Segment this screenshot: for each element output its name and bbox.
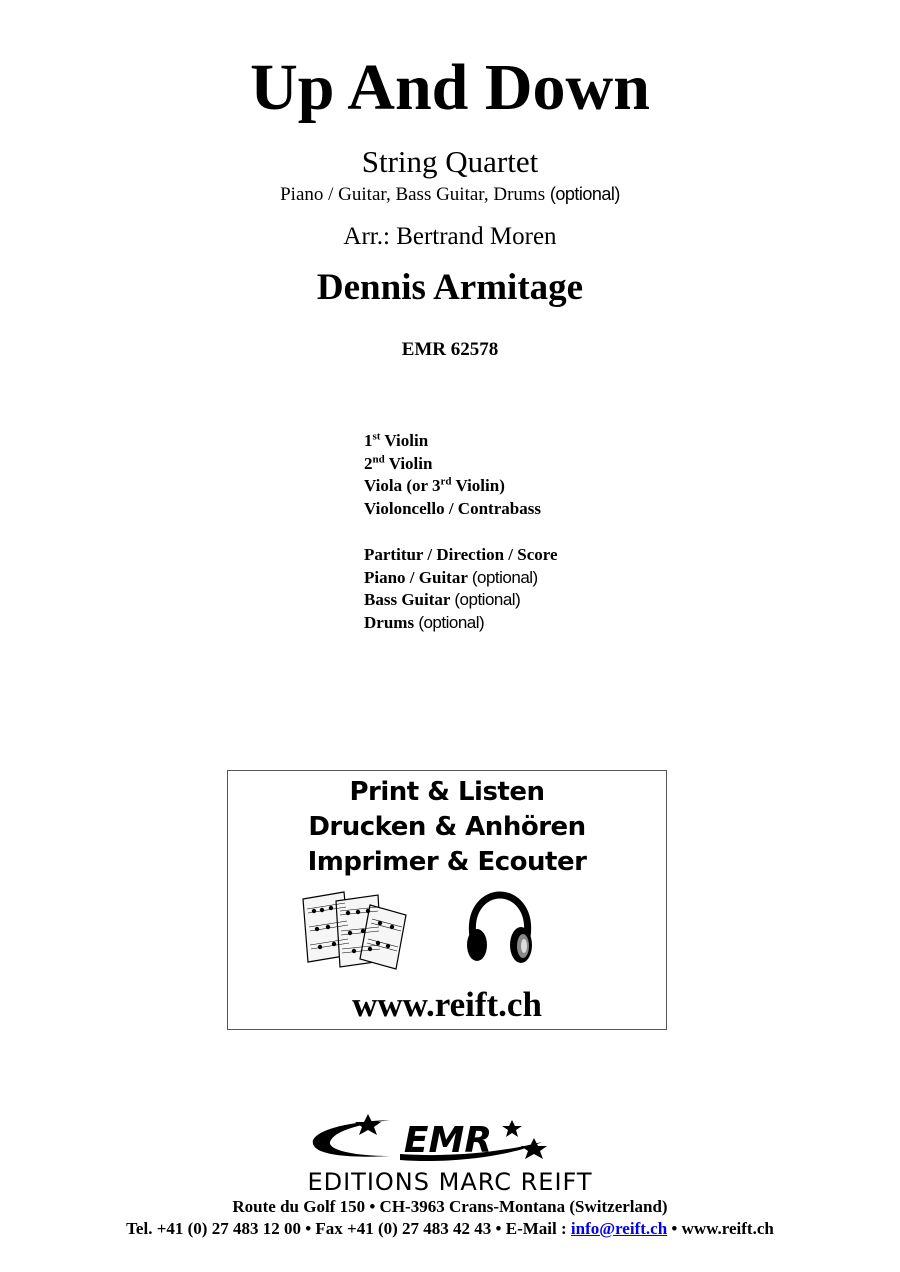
- part-name: Drums: [364, 612, 415, 632]
- promo-line: Imprimer & Ecouter: [307, 847, 587, 877]
- part-name: Partitur / Direction / Score: [364, 545, 558, 564]
- promo-line: Drucken & Anhören: [308, 812, 586, 842]
- part-name: Violin): [451, 476, 505, 495]
- part-item: [364, 544, 558, 567]
- part-name: Piano / Guitar: [364, 567, 468, 587]
- part-name: Violin: [380, 431, 429, 450]
- part-ordinal: st: [372, 430, 381, 443]
- arranger: Arr.: Bertrand Moren: [343, 223, 557, 250]
- string-parts-list: [364, 430, 541, 520]
- website-link[interactable]: www.reift.ch: [352, 985, 542, 1024]
- composer: Dennis Armitage: [316, 267, 584, 308]
- part-ordinal: rd: [440, 475, 452, 488]
- contact-suffix: • www.reift.ch: [667, 1219, 774, 1238]
- part-name: Violoncello / Contrabass: [364, 498, 541, 518]
- part-number: 2: [364, 453, 373, 473]
- promo-line: Print & Listen: [349, 777, 545, 807]
- part-optional: (optional): [471, 567, 538, 587]
- print-listen-box: [227, 770, 667, 1030]
- instrumentation-text: Piano / Guitar, Bass Guitar, Drums: [280, 184, 546, 205]
- part-item: [364, 453, 541, 476]
- subtitle: String Quartet: [361, 144, 539, 179]
- part-number: 1: [364, 431, 373, 450]
- logo-text: EMR: [403, 1120, 493, 1161]
- emr-logo: [250, 1110, 650, 1196]
- part-name: Violin: [384, 453, 433, 473]
- part-optional: (optional): [454, 590, 521, 609]
- publisher-address: Route du Golf 150 • CH-3963 Crans-Montana (Switzerland): [232, 1197, 668, 1216]
- part-ordinal: nd: [372, 452, 385, 465]
- instrumentation: [0, 182, 900, 207]
- part-item: [364, 589, 558, 612]
- part-item: [364, 475, 541, 498]
- publisher-contact: [0, 1218, 900, 1240]
- part-item: [364, 612, 558, 635]
- sheet-music-icon: [300, 889, 412, 971]
- catalog-number: EMR 62578: [401, 339, 499, 360]
- part-optional: (optional): [418, 612, 485, 632]
- contact-prefix: Tel. +41 (0) 27 483 12 00 • Fax +41 (0) 27 483 42 43 • E-Mail :: [126, 1219, 571, 1238]
- instrumentation-optional: (optional): [549, 184, 620, 204]
- part-item: [364, 430, 541, 453]
- publisher-name: EDITIONS MARC REIFT: [307, 1168, 593, 1196]
- other-parts-list: [364, 544, 558, 634]
- headphones-icon: [463, 891, 537, 969]
- part-item: [364, 498, 541, 521]
- part-name: Viola (or 3: [364, 476, 441, 495]
- part-item: [364, 567, 558, 590]
- page-title: Up And Down: [250, 51, 650, 124]
- part-name: Bass Guitar: [364, 590, 451, 609]
- email-link[interactable]: info@reift.ch: [570, 1219, 668, 1238]
